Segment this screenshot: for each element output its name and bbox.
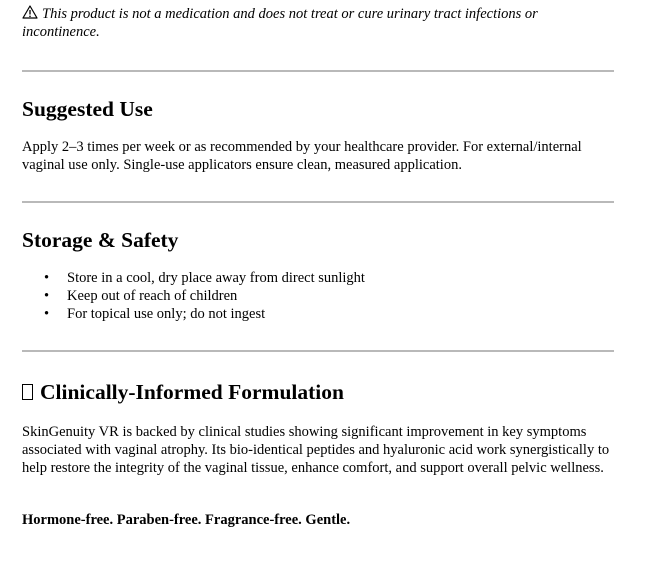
disclaimer [22,5,614,41]
list-item: • For topical use only; do not ingest [22,305,365,323]
storage-safety-list [22,269,365,323]
formulation-tagline: Hormone-free. Paraben-free. Fragrance-free. Gentle. [22,512,351,528]
warning-triangle-icon [22,5,38,19]
missing-glyph-box-icon [22,384,33,400]
list-item: • Keep out of reach of children [22,287,365,305]
section-divider [22,70,614,72]
storage-safety-heading: Storage & Safety [22,228,179,252]
list-item: • Store in a cool, dry place away from direct sunlight [22,269,365,287]
suggested-use-heading: Suggested Use [22,97,153,121]
section-divider [22,350,614,352]
formulation-text: SkinGenuity VR is backed by clinical studies showing significant improvement in key symptoms associated with vaginal atrophy. Its bio-identical peptides and hyaluronic acid work synergistically to help restore the integrity of the vaginal tissue, enhance comfort, and support overall pelvic wellness. [22,424,610,476]
disclaimer-text: This product is not a medication and does not treat or cure urinary tract infections or incontinence. [22,6,538,40]
section-divider [22,201,614,203]
formulation-heading-text: Clinically-Informed Formulation [40,380,344,404]
suggested-use-text: Apply 2–3 times per week or as recommended by your healthcare provider. For external/internal vaginal use only. Single-use applicators ensure clean, measured application. [22,139,582,173]
formulation-heading [22,379,344,405]
